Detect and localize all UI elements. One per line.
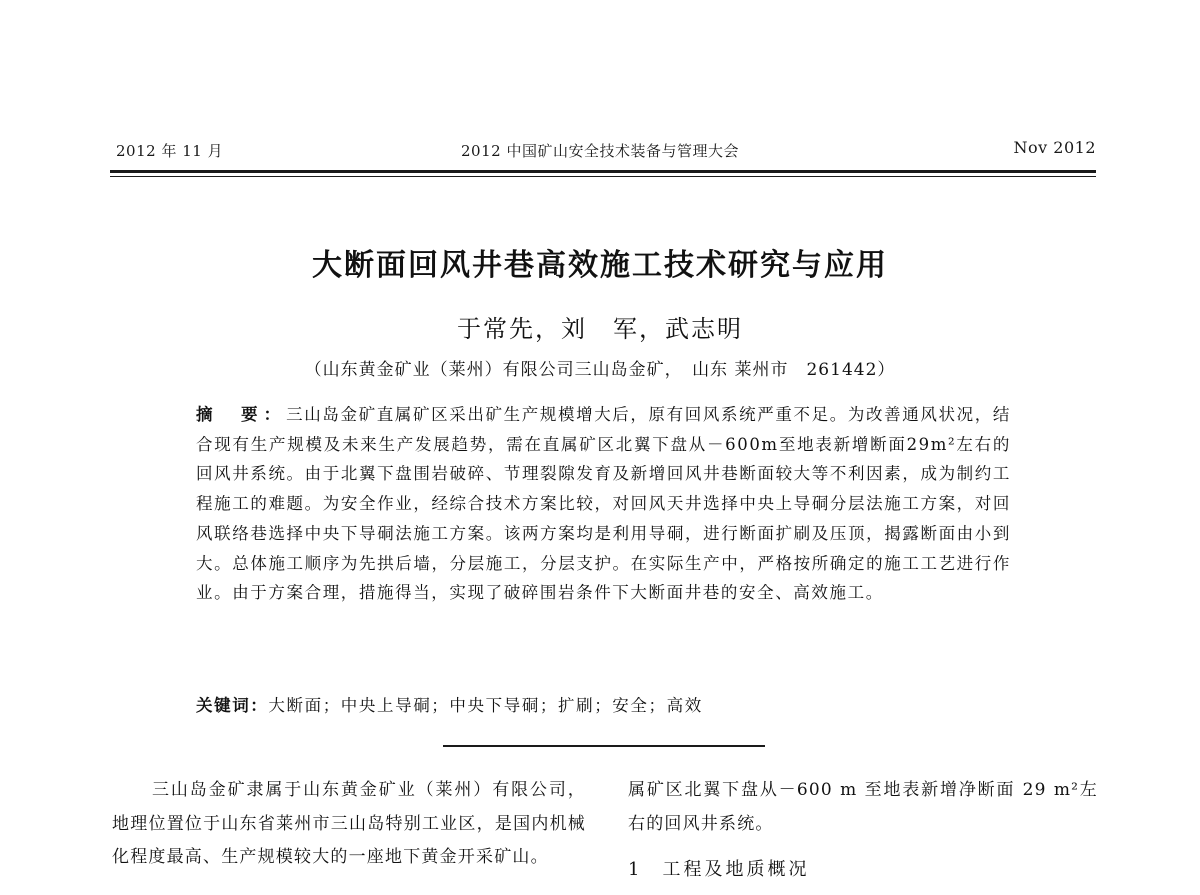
- body-left-column: 三山岛金矿隶属于山东黄金矿业（莱州）有限公司，地理位置位于山东省莱州市三山岛特别工业区，是国内机械化程度最高、生产规模较大的一座地下黄金开采矿山。: [112, 780, 586, 867]
- abstract: [196, 400, 1011, 608]
- abstract-label: 摘 要：: [196, 405, 287, 424]
- section-number: 1: [628, 859, 643, 880]
- section-title: 工程及地质概况: [662, 859, 810, 880]
- keywords: [196, 692, 1011, 716]
- paper-title: 大断面回风井巷高效施工技术研究与应用: [312, 248, 888, 283]
- header-date-cn: 2012 年 11 月: [116, 142, 224, 160]
- keywords-text: 大断面；中央上导硐；中央下导硐；扩刷；安全；高效: [268, 696, 703, 715]
- header-date-en: Nov 2012: [1013, 138, 1096, 157]
- section-separator: [443, 745, 765, 747]
- header-rule-thick: [110, 170, 1096, 173]
- header-rule-thin: [110, 176, 1096, 177]
- abstract-text: 三山岛金矿直属矿区采出矿生产规模增大后，原有回风系统严重不足。为改善通风状况，结合现有生产规模及未来生产发展趋势，需在直属矿区北翼下盘从－600m至地表新增断面29m²左右的回风井系统。由于北翼下盘围岩破碎、节理裂隙发育及新增回风井巷断面较大等不利因素，成为制约工程施工的难题。为安全作业，经综合技术方案比较，对回风天井选择中央上导硐分层法施工方案，对回风联络巷选择中央下导硐法施工方案。该两方案均是利用导硐，进行断面扩刷及压顶，揭露断面由小到大。总体施工顺序为先拱后墙，分层施工，分层支护。在实际生产中，严格按所确定的施工工艺进行作业。由于方案合理，措施得当，实现了破碎围岩条件下大断面井巷的安全、高效施工。: [196, 405, 1012, 603]
- paper-authors: 于常先，刘 军，武志明: [457, 315, 743, 343]
- header-conference: 2012 中国矿山安全技术装备与管理大会: [461, 142, 739, 160]
- body-right-column: 属矿区北翼下盘从－600 m 至地表新增净断面 29 m²左右的回风井系统。: [628, 780, 1098, 834]
- keywords-label: 关键词：: [196, 696, 269, 715]
- paper-affiliation: （山东黄金矿业（莱州）有限公司三山岛金矿， 山东 莱州市 261442）: [304, 360, 896, 380]
- section-heading: [628, 855, 809, 881]
